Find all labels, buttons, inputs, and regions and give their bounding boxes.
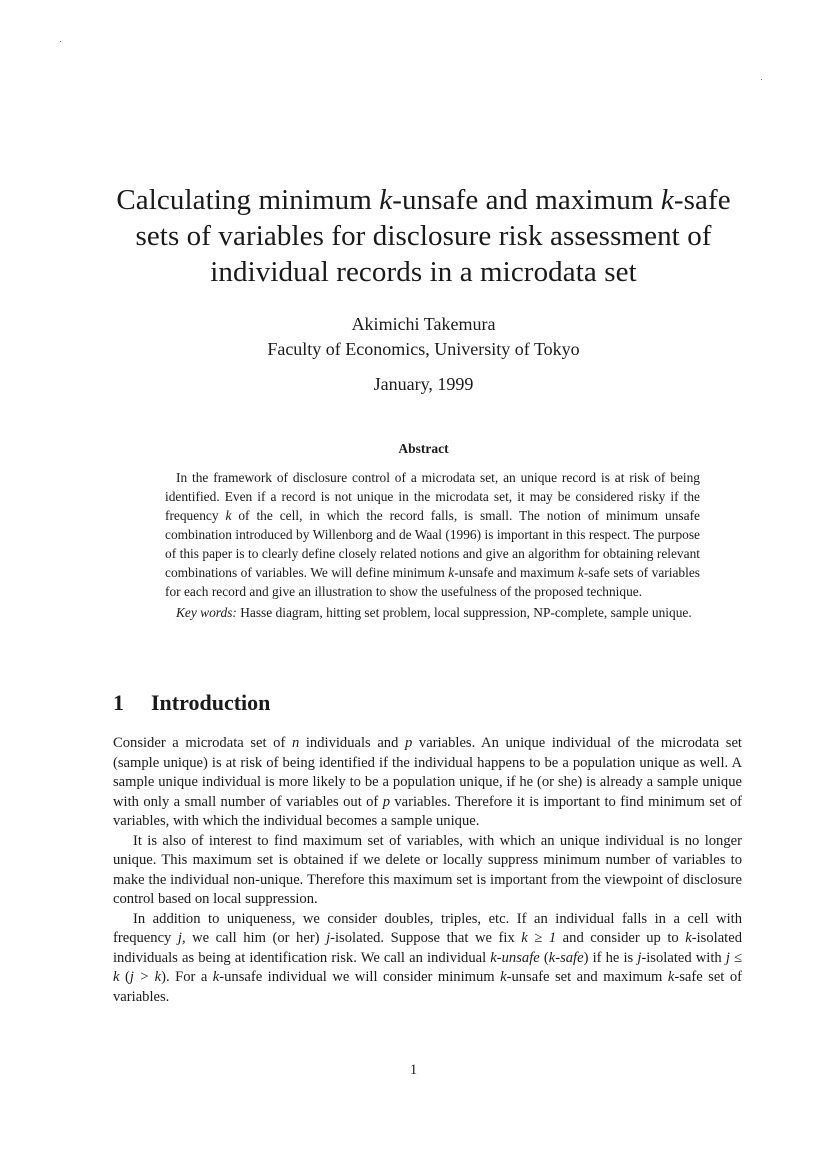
section-number: 1 <box>113 690 124 715</box>
abstract-body <box>165 468 700 622</box>
title-text: -safe <box>673 184 731 216</box>
keywords-text: Hasse diagram, hitting set problem, local suppression, NP-complete, sample unique. <box>236 605 692 620</box>
body-text-run: , we call him (or her) <box>181 930 327 946</box>
body-math: n <box>291 735 300 751</box>
abstract-math: k <box>225 508 232 523</box>
body-emphasis: k-unsafe <box>490 949 540 966</box>
body-text-run: Consider a microdata set of <box>113 735 292 751</box>
body-text-run: variables. An unique individual of the microdata set (sample unique) is at risk of being identified if the individual happens to be a population unique as well. A sample unique individual is more likely to be a population unique, if he (or she) is already a sample unique with only a small number of variables out of <box>113 735 742 810</box>
body-math: j ≤ k <box>113 949 743 985</box>
scan-speck <box>60 41 61 42</box>
body-text-run: variables. Therefore it is important to find minimum set of variables, with which the individual becomes a sample unique. <box>113 793 742 829</box>
body-math: k <box>212 969 220 985</box>
body-math: j <box>177 930 182 946</box>
title-text: Calculating minimum <box>116 184 380 216</box>
body-text-run: ( <box>119 969 130 985</box>
body-text-run: -safe set of variables. <box>113 969 742 1005</box>
abstract-text: -safe sets of variables for each record and give an illustration to show the usefulness of the proposed technique. <box>165 565 700 599</box>
body-math: k <box>685 930 692 946</box>
abstract-paragraph <box>165 468 700 601</box>
body-emphasis: k-safe <box>548 949 584 966</box>
page-number: 1 <box>409 1062 418 1078</box>
keywords-label: Key words: <box>176 605 237 620</box>
abstract-math: k <box>577 565 584 580</box>
body-math: k <box>500 969 507 985</box>
body-math: j <box>326 930 331 946</box>
body-math: j <box>637 949 642 966</box>
body-math: p <box>405 735 413 751</box>
body-text-run: and consider up to <box>556 930 686 946</box>
body-text-run: ( <box>539 949 549 966</box>
author-affiliation: Faculty of Economics, University of Tokyo <box>267 339 580 359</box>
abstract-text: of the cell, in which the record falls, is small. The notion of minimum unsafe combination introduced by Willenborg and de Waal (1996) is important in this respect. The purpose of this paper is to clearly define closely related notions and give an algorithm for obtaining relevant combinations of variables. We will define minimum <box>165 508 700 580</box>
section-title: Introduction <box>151 690 271 715</box>
abstract-text: -unsafe and maximum <box>454 565 578 580</box>
body-text-run: individuals and <box>299 735 406 751</box>
body-text-run: -unsafe individual we will consider minimum <box>219 969 501 985</box>
body-text-run: -isolated individuals as being at identification risk. We call an individual <box>113 930 743 966</box>
body-math: k <box>667 969 675 985</box>
abstract-text: In the framework of disclosure control of a microdata set, an unique record is at risk of being identified. Even if a record is not unique in the microdata set, it may be considered risky if the frequency <box>165 470 700 523</box>
paper-date: January, 1999 <box>373 374 474 394</box>
body-paragraph-3 <box>113 910 742 1008</box>
abstract-heading: Abstract <box>398 441 449 456</box>
body-text-run: ) if he is <box>583 949 638 966</box>
title-math: k <box>660 184 674 216</box>
paper-title <box>100 182 747 290</box>
body-text-run: -isolated. Suppose that we fix <box>330 930 522 946</box>
author-block <box>100 312 747 362</box>
section-heading <box>113 690 270 716</box>
title-block <box>100 182 747 290</box>
title-line-3: individual records in a microdata set <box>210 256 637 288</box>
body-text <box>113 734 742 1007</box>
body-paragraph-2: It is also of interest to find maximum set of variables, with which an unique individual is no longer unique. This maximum set is obtained if we delete or locally suppress minimum number of variables to make the individual non-unique. Therefore this maximum set is important from the viewpoint of disclosure control based on local suppression. <box>113 832 742 907</box>
body-text-run: -isolated with <box>641 949 726 966</box>
body-text-run: -unsafe set and maximum <box>506 969 668 985</box>
body-text-run: In addition to uniqueness, we consider doubles, triples, etc. If an individual falls in a cell with frequency <box>113 910 742 946</box>
abstract-keywords <box>165 603 700 622</box>
body-math: j > k <box>129 969 162 985</box>
author-name: Akimichi Takemura <box>351 314 496 334</box>
title-line-2: sets of variables for disclosure risk assessment of <box>135 220 712 252</box>
body-text-run: ). For a <box>161 969 213 985</box>
body-math: k ≥ 1 <box>521 930 557 946</box>
abstract-math: k <box>448 565 455 580</box>
scan-speck <box>761 79 762 80</box>
body-paragraph-1 <box>113 734 742 832</box>
title-text: -unsafe and maximum <box>392 184 661 216</box>
title-math: k <box>379 184 393 216</box>
body-math: p <box>382 793 390 810</box>
